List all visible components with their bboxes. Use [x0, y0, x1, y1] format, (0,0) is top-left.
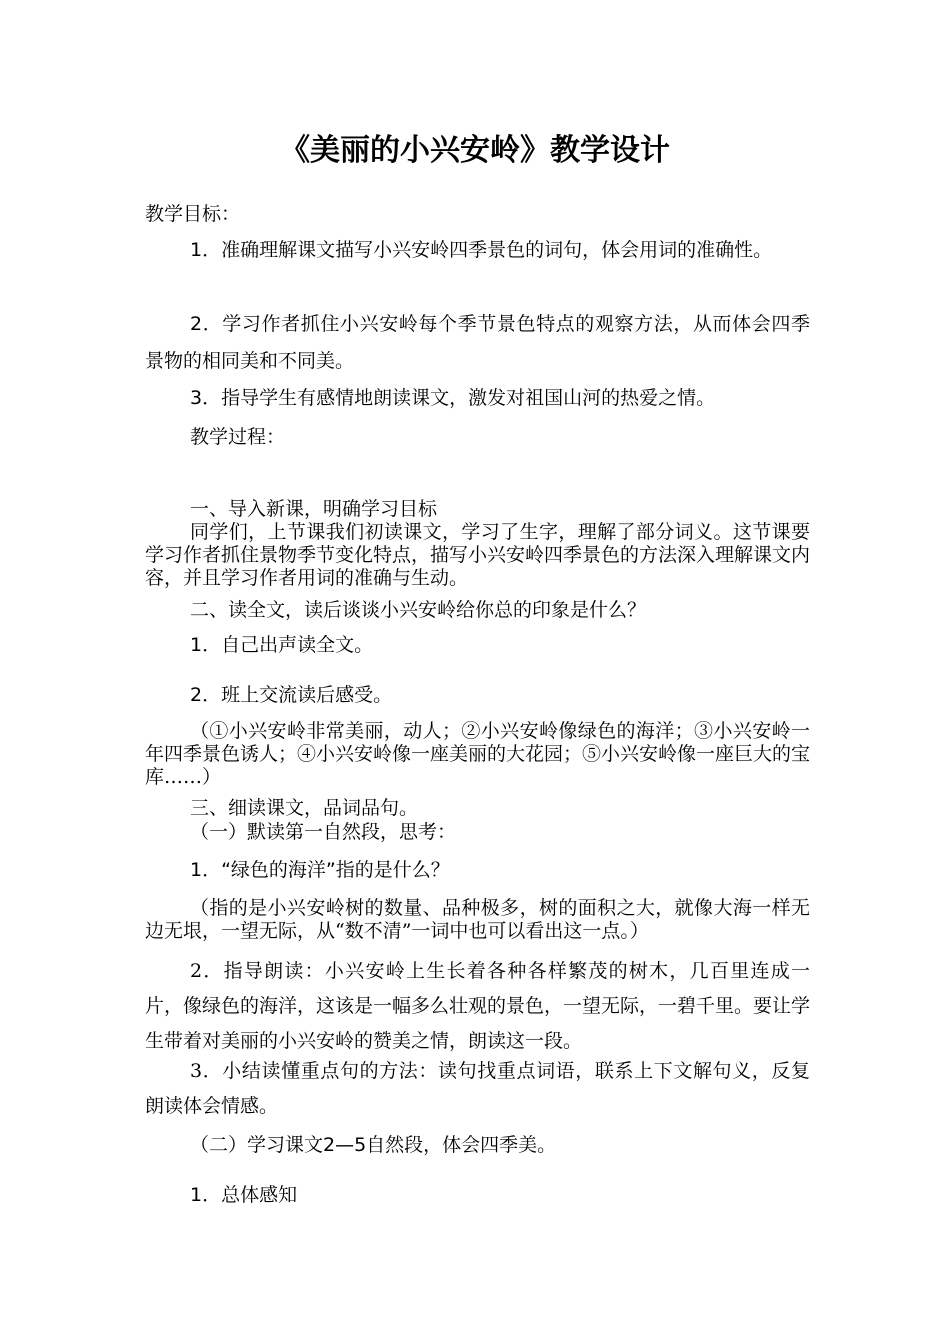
objective-item-1: 1．准确理解课文描写小兴安岭四季景色的词句，体会用词的准确性。 [190, 239, 773, 261]
body-paragraph: 同学们，上节课我们初读课文，学习了生字，理解了部分词义。这节课要学习作者抓住景物季节变化特点，描写小兴安岭四季景色的方法深入理解课文内容，并且学习作者用词的准确与生动。 [145, 521, 811, 589]
body-paragraph: （①小兴安岭非常美丽，动人；②小兴安岭像绿色的海洋；③小兴安岭一年四季景色诱人；④小兴安岭像一座美丽的大花园；⑤小兴安岭像一座巨大的宝库……） [145, 720, 811, 788]
section-heading-process: 教学过程： [190, 426, 286, 448]
step-heading-1: 一、导入新课，明确学习目标 [190, 498, 438, 520]
section-heading-objectives: 教学目标： [145, 203, 241, 225]
list-item: 3．小结读懂重点句的方法：读句找重点词语，联系上下文解句义，反复朗读体会情感。 [145, 1060, 810, 1117]
subsection-heading: （二）学习课文2—5自然段，体会四季美。 [190, 1134, 557, 1156]
body-paragraph: （指的是小兴安岭树的数量、品种极多，树的面积之大，就像大海一样无边无垠，一望无际，从“数不清”一词中也可以看出这一点。） [145, 897, 810, 942]
list-item: 2．指导朗读：小兴安岭上生长着各种各样繁茂的树木，几百里连成一片，像绿色的海洋，这该是一幅多么壮观的景色，一望无际，一碧千里。要让学生带着对美丽的小兴安岭的赞美之情，朗读这一段。 [145, 960, 811, 1052]
document-title: 《美丽的小兴安岭》教学设计 [280, 133, 670, 168]
step-heading-3: 三、细读课文，品词品句。 [190, 797, 419, 819]
objective-item-3: 3．指导学生有感情地朗读课文，激发对祖国山河的热爱之情。 [190, 387, 716, 409]
list-item: 2．班上交流读后感受。 [190, 684, 393, 706]
list-item: 1．“绿色的海洋”指的是什么？ [190, 859, 450, 881]
step-heading-2: 二、读全文，读后谈谈小兴安岭给你总的印象是什么？ [190, 599, 647, 621]
subsection-heading: （一）默读第一自然段，思考： [190, 821, 457, 843]
list-item: 1．总体感知 [190, 1184, 298, 1206]
objective-item-2: 2．学习作者抓住小兴安岭每个季节景色特点的观察方法，从而体会四季景物的相同美和不同美。 [145, 313, 810, 372]
list-item: 1．自己出声读全文。 [190, 634, 374, 656]
